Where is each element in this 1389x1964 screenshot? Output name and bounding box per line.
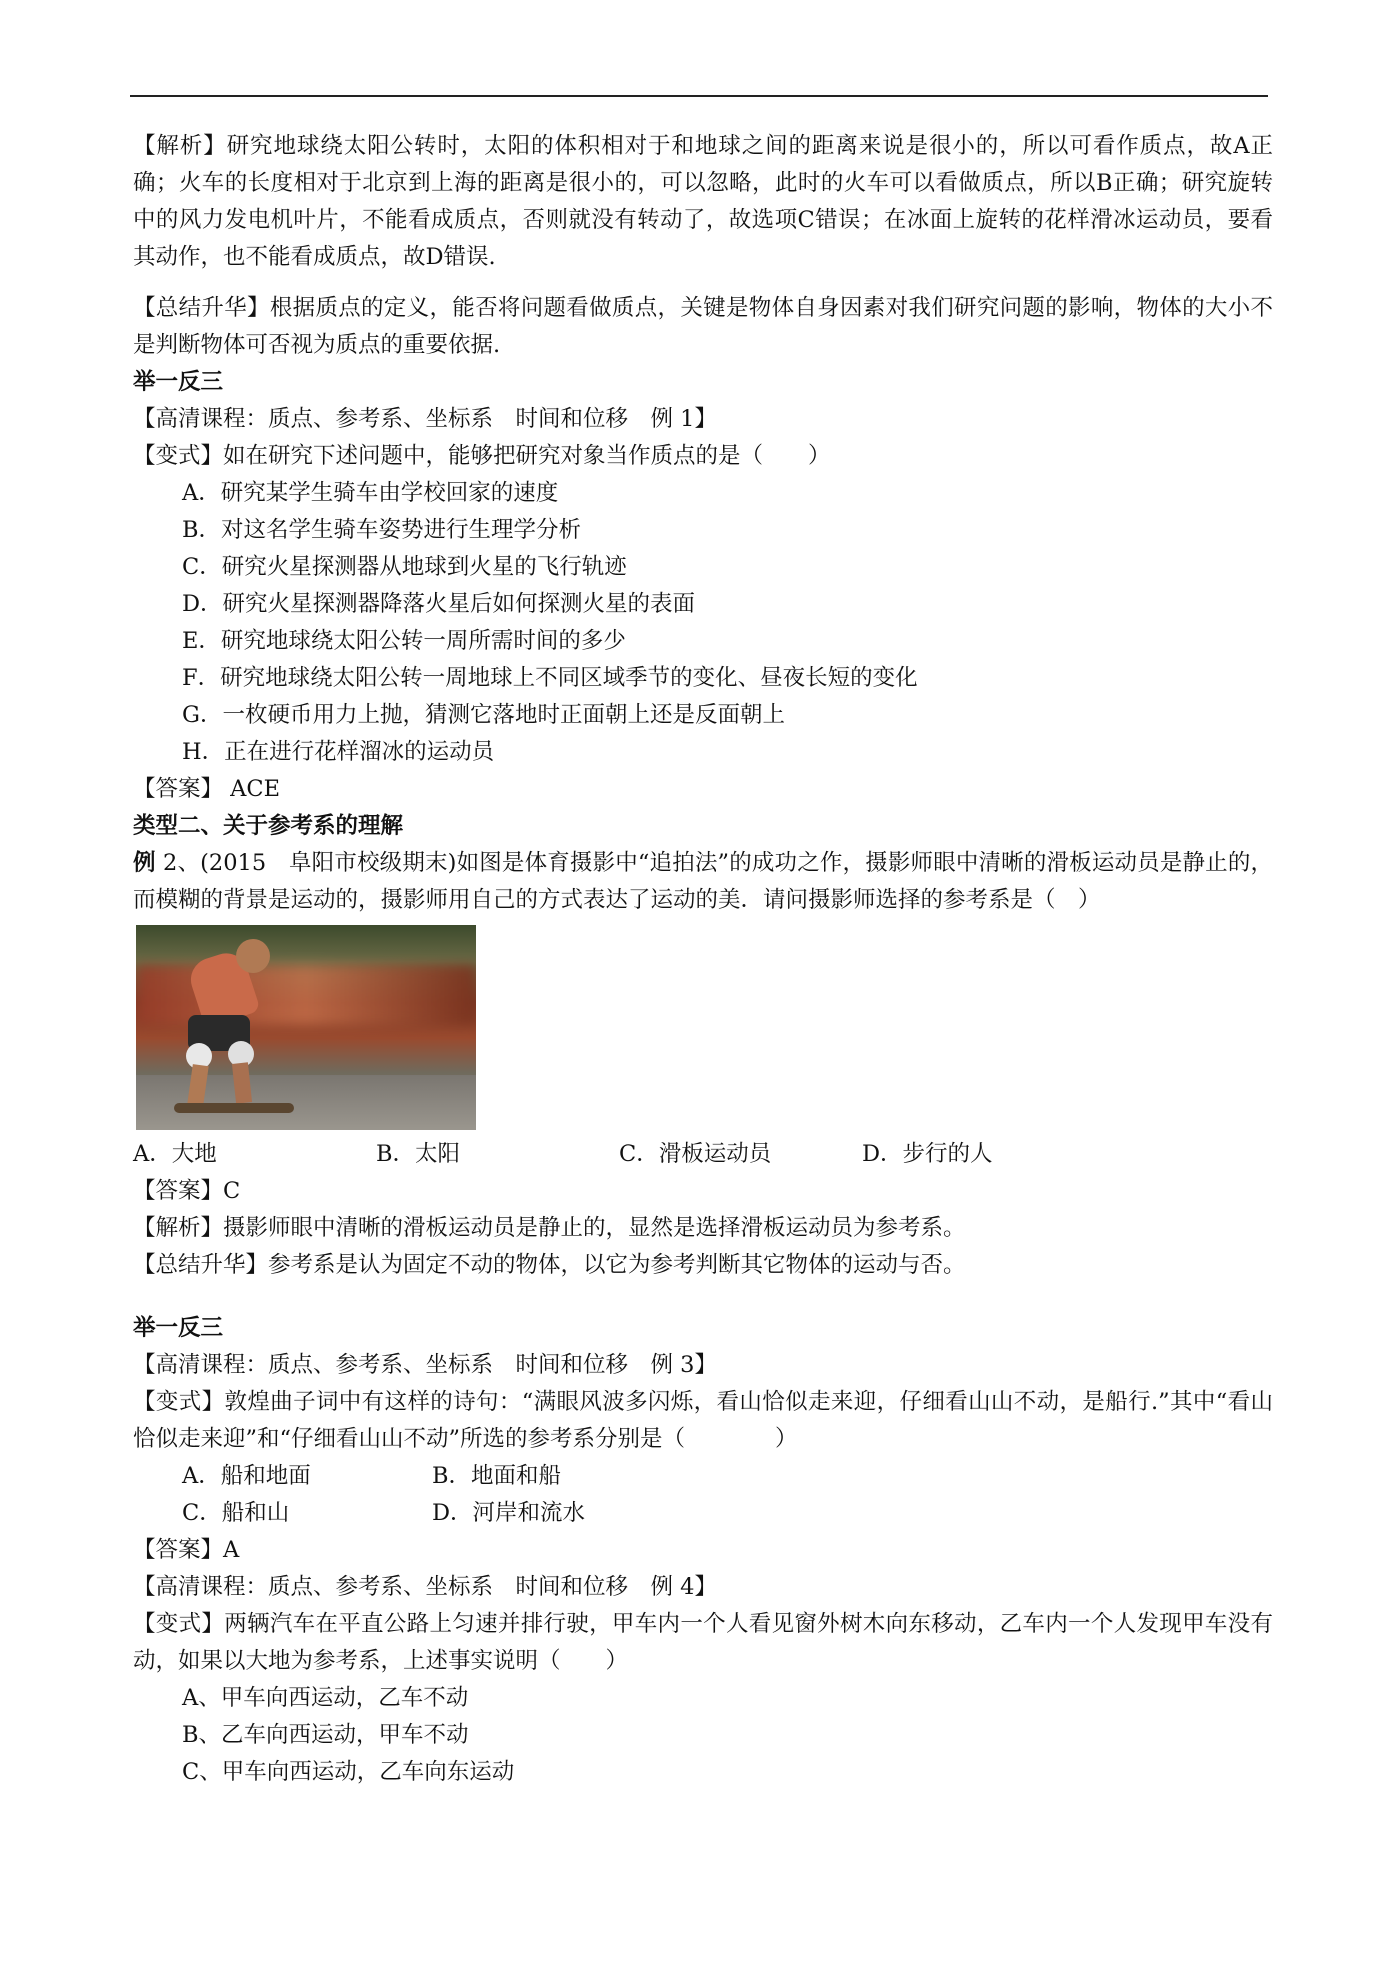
example-choices: [133, 1136, 1273, 1173]
option-h: H．正在进行花样溜冰的运动员: [182, 739, 495, 765]
course-reference: 【高清课程：质点、参考系、坐标系 时间和位移 例 1】: [133, 406, 717, 432]
option-a: A．研究某学生骑车由学校回家的速度: [182, 480, 559, 506]
summary-paragraph: 【总结升华】根据质点的定义，能否将问题看做质点，关键是物体自身因素对我们研究问题的影响，物体的大小不是判断物体可否视为质点的重要依据.: [133, 295, 1273, 358]
document-body: [133, 128, 1273, 1791]
example-question: [133, 845, 1273, 919]
option-f: F．研究地球绕太阳公转一周地球上不同区域季节的变化、昼夜长短的变化: [182, 665, 918, 691]
course-reference-3: 【高清课程：质点、参考系、坐标系 时间和位移 例 3】: [133, 1352, 717, 1378]
option-3-d: D．河岸和流水: [432, 1500, 586, 1526]
variant-question: 【变式】如在研究下述问题中，能够把研究对象当作质点的是（ ）: [133, 443, 831, 469]
section-heading: 举一反三: [133, 369, 224, 395]
option-c: C．研究火星探测器从地球到火星的飞行轨迹: [182, 554, 627, 580]
choice-a: A．大地: [133, 1141, 217, 1167]
option-b: B．对这名学生骑车姿势进行生理学分析: [182, 517, 582, 543]
answer: 【答案】 ACE: [133, 776, 281, 802]
answer-3: 【答案】A: [133, 1537, 240, 1563]
option-4-c: C、甲车向西运动，乙车向东运动: [182, 1759, 515, 1785]
option-d: D．研究火星探测器降落火星后如何探测火星的表面: [182, 591, 696, 617]
option-4-a: A、甲车向西运动，乙车不动: [182, 1685, 469, 1711]
option-3-c: C．船和山: [182, 1500, 290, 1526]
choice-c: C．滑板运动员: [619, 1141, 772, 1167]
course-reference-4: 【高清课程：质点、参考系、坐标系 时间和位移 例 4】: [133, 1574, 717, 1600]
example-summary: 【总结升华】参考系是认为固定不动的物体，以它为参考判断其它物体的运动与否。: [133, 1252, 966, 1278]
choice-b: B．太阳: [376, 1141, 461, 1167]
options-3-row-2: [133, 1495, 1273, 1532]
option-4-b: B、乙车向西运动，甲车不动: [182, 1722, 469, 1748]
header-rule: [130, 95, 1268, 97]
option-3-a: A．船和地面: [182, 1463, 311, 1489]
option-3-b: B．地面和船: [432, 1463, 562, 1489]
options-3-row-1: [133, 1458, 1273, 1495]
skateboarder-photo: [136, 925, 476, 1130]
example-label: 例: [133, 850, 156, 876]
type-heading: 类型二、关于参考系的理解: [133, 813, 404, 839]
variant-question-3: 【变式】敦煌曲子词中有这样的诗句：“满眼风波多闪烁，看山恰似走来迎，仔细看山山不动，是船行.”其中“看山恰似走来迎”和“仔细看山山不动”所选的参考系分别是（ ）: [133, 1389, 1273, 1452]
example-analysis: 【解析】摄影师眼中清晰的滑板运动员是静止的，显然是选择滑板运动员为参考系。: [133, 1215, 966, 1241]
variant-question-4: 【变式】两辆汽车在平直公路上匀速并排行驶，甲车内一个人看见窗外树木向东移动，乙车内一个人发现甲车没有动，如果以大地为参考系，上述事实说明（ ）: [133, 1611, 1273, 1674]
option-g: G．一枚硬币用力上抛，猜测它落地时正面朝上还是反面朝上: [182, 702, 785, 728]
choice-d: D．步行的人: [862, 1141, 993, 1167]
example-answer: 【答案】C: [133, 1178, 241, 1204]
option-e: E．研究地球绕太阳公转一周所需时间的多少: [182, 628, 626, 654]
example-text: 2、(2015 阜阳市校级期末)如图是体育摄影中“追拍法”的成功之作，摄影师眼中清晰的滑板运动员是静止的，而模糊的背景是运动的，摄影师用自己的方式表达了运动的美．请问摄影师选择的参考系是（ ）: [133, 850, 1273, 913]
section-heading-2: 举一反三: [133, 1315, 224, 1341]
analysis-paragraph: 【解析】研究地球绕太阳公转时，太阳的体积相对于和地球之间的距离来说是很小的，所以可看作质点，故A正确；火车的长度相对于北京到上海的距离是很小的，可以忽略，此时的火车可以看做质点，所以B正确；研究旋转中的风力发电机叶片，不能看成质点，否则就没有转动了，故选项C错误；在冰面上旋转的花样滑冰运动员，要看其动作，也不能看成质点，故D错误.: [133, 133, 1273, 270]
